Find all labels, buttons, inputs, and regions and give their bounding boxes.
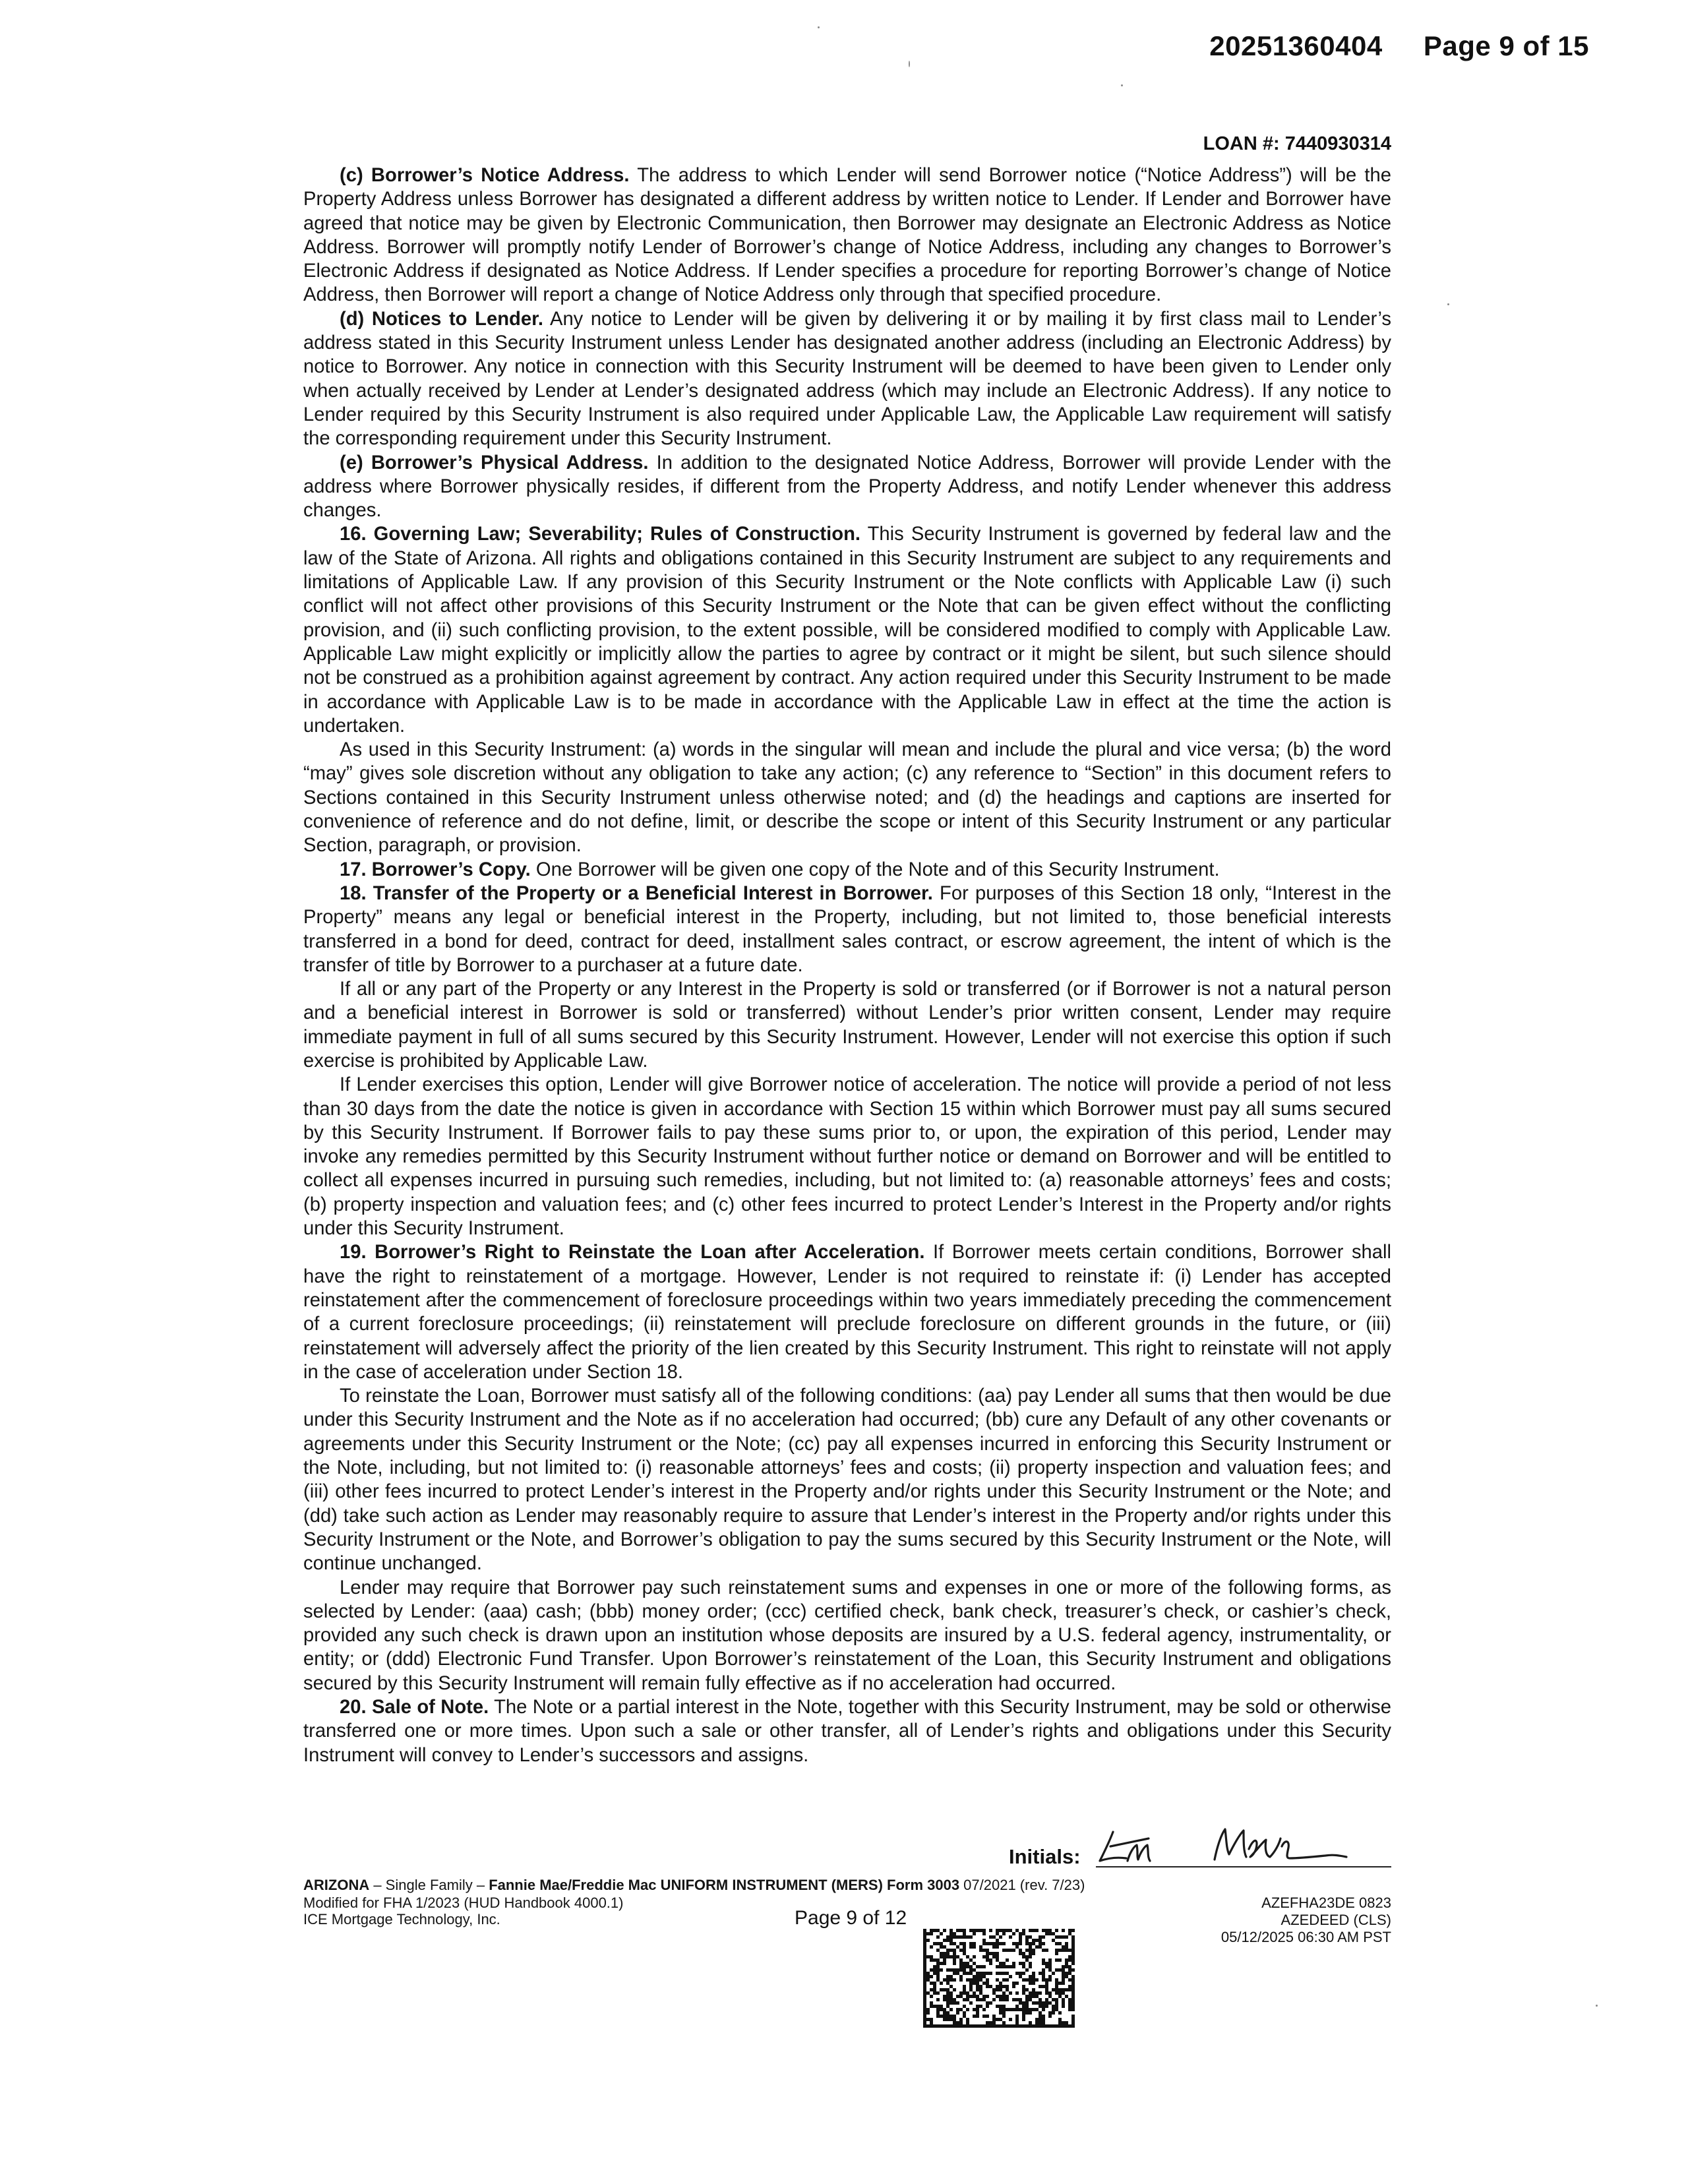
paragraph-text: Lender may require that Borrower pay such reinstatement sums and expenses in one or more of the following forms, as selected by Lender: (aaa) cash; (bbb) money order; (ccc) certified check, bank check, treasurer’s check, or cashier’s check, provided any such check is drawn upon an institution whose deposits are insured by a U.S. federal agency, instrumentality, or entity; or (ddd) Electronic Fund Transfer. Upon Borrower’s reinstatement of the Loan, this Security Instrument and obligations secured by this Security Instrument will remain fully effective as if no acceleration had occurred.: [303, 1577, 1391, 1694]
initials-label: Initials:: [1009, 1845, 1081, 1868]
paragraph-transfer-consent: [303, 977, 1391, 1073]
paragraph-sale-of-note: [303, 1695, 1391, 1767]
form-modified: Modified for FHA 1/2023 (HUD Handbook 4000.1): [303, 1895, 624, 1911]
paragraph-construction-rules: [303, 738, 1391, 857]
scan-speck: [1596, 2005, 1598, 2007]
form-title: [303, 1877, 1391, 1894]
paragraph-text: If Lender exercises this option, Lender will give Borrower notice of acceleration. The notice will provide a period of not less than 30 days from the date the notice is given in accordance with Section 15 within which Borrower must pay all sums secured by this Security Instrument. If Borrower fails to pay these sums prior to, or upon, the expiration of this period, Lender may invoke any remedies permitted by this Security Instrument without further notice or demand on Borrower and will be entitled to collect all expenses incurred in pursuing such remedies, including, but not limited to: (a) reasonable attorneys’ fees and costs; (b) property inspection and valuation fees; and (c) other fees incurred to protect Lender’s Interest in the Property and/or rights under this Security Instrument.: [303, 1074, 1391, 1240]
scan-speck: [1447, 303, 1449, 305]
paragraph-acceleration-notice: [303, 1073, 1391, 1240]
paragraph-text: If all or any part of the Property or any Interest in the Property is sold or transferred (or if Borrower is not a natural person and a beneficial interest in Borrower is sold or transferred) without Lender’s prior written consent, Lender may require immediate payment in full of all sums secured by this Security Instrument. However, Lender will not exercise this option if such exercise is prohibited by Applicable Law.: [303, 979, 1391, 1072]
recording-number: 20251360404: [1209, 30, 1383, 61]
document-body: [303, 164, 1391, 1767]
paragraph-notice-address: [303, 164, 1391, 307]
2d-barcode: [923, 1929, 1075, 2028]
paragraph-text: Any notice to Lender will be given by delivering it or by mailing it by first class mail to Lender’s address stated in this Security Instrument unless Lender has designated another address (including an Electronic Address) by notice to Borrower. Any notice in connection with this Security Instrument will be deemed to have been given to Lender only when actually received by Lender at Lender’s designated address (which may include an Electronic Address). If any notice to Lender required by this Security Instrument is also required under Applicable Law, the Applicable Law requirement will satisfy the corresponding requirement under this Security Instrument.: [303, 308, 1392, 450]
form-codes: [1128, 1895, 1391, 1946]
paragraph-heading: 20. Sale of Note.: [340, 1697, 489, 1718]
paragraph-right-to-reinstate: [303, 1240, 1391, 1384]
paragraph-text: As used in this Security Instrument: (a) words in the singular will mean and include the plural and vice versa; (b) the word “may” gives sole discretion without any obligation to take any action; (c) any reference to “Section” in this document refers to Sections contained in this Security Instrument unless otherwise noted; and (d) the headings and captions are inserted for convenience of reference and do not define, limit, or describe the scope or intent of this Security Instrument or any particular Section, paragraph, or provision.: [303, 739, 1391, 857]
paragraph-transfer-of-property: [303, 882, 1391, 977]
paragraph-reinstate-conditions: [303, 1384, 1391, 1575]
paragraph-notices-to-lender: [303, 307, 1391, 451]
form-state: ARIZONA: [303, 1877, 370, 1893]
paragraph-text: One Borrower will be given one copy of the Note and of this Security Instrument.: [530, 859, 1220, 880]
loan-number: LOAN #: 7440930314: [1203, 133, 1391, 154]
paragraph-borrowers-copy: [303, 858, 1391, 882]
paragraph-text: If Borrower meets certain conditions, Borrower shall have the right to reinstatement of a mortgage. However, Lender is not required to reinstate if: (i) Lender has accepted reinstatement after the commencement of foreclosure proceedings within two years immediately preceding the commencement of a current foreclosure proceedings; (ii) reinstatement will preclude foreclosure on different grounds in the future, or (iii) reinstatement will adversely affect the priority of the lien created by this Security Instrument. This right to reinstate will not apply in the case of acceleration under Section 18.: [303, 1242, 1391, 1383]
paragraph-heading: (e) Borrower’s Physical Address.: [340, 452, 649, 473]
paragraph-text: To reinstate the Loan, Borrower must satisfy all of the following conditions: (aa) pay Lender all sums that then would be due under this Security Instrument and the Note as if no acceleration had occurred; (bb) cure any Default of any other covenants or agreements under this Security Instrument or the Note; (cc) pay all expenses incurred in enforcing this Security Instrument or the Note, including, but not limited to: (i) reasonable attorneys’ fees and costs; (ii) property inspection and valuation fees; and (iii) other fees incurred to protect Lender’s interest in the Property and/or rights under this Security Instrument or the Note; and (dd) take such action as Lender may reasonably require to assure that Lender’s interest in the Property and/or rights under this Security Instrument or the Note, and Borrower’s obligation to pay the sums secured by this Security Instrument or the Note, will continue unchanged.: [303, 1385, 1391, 1575]
form-timestamp: 05/12/2025 06:30 AM PST: [1221, 1929, 1391, 1945]
paragraph-heading: 18. Transfer of the Property or a Beneficial Interest in Borrower.: [340, 882, 933, 904]
initials-block: [1009, 1827, 1391, 1873]
scan-speck: [909, 61, 910, 67]
paragraph-text: In addition to the designated Notice Address, Borrower will provide Lender with the address where Borrower physically resides, if different from the Property Address, and notify Lender whenever this address changes.: [303, 452, 1391, 522]
form-type: – Single Family –: [369, 1877, 489, 1893]
paragraph-text: The address to which Lender will send Borrower notice (“Notice Address”) will be the Property Address unless Borrower has designated a different address by written notice to Lender. If Lender and Borrower have agreed that notice may be given by Electronic Communication, then Borrower may designate an Electronic Address as Notice Address. Borrower will promptly notify Lender of Borrower’s change of Notice Address, including any changes to Borrower’s Electronic Address if designated as Notice Address. If Lender specifies a procedure for reporting Borrower’s change of Notice Address, then Borrower will report a change of Notice Address only through that specified procedure.: [303, 165, 1391, 306]
form-page-number: Page 9 of 12: [795, 1907, 907, 1929]
recording-page-label: Page 9 of 15: [1423, 30, 1589, 61]
form-code-1: AZEFHA23DE 0823: [1261, 1895, 1391, 1911]
paragraph-heading: 17. Borrower’s Copy.: [340, 859, 531, 880]
paragraph-reinstate-payment-forms: [303, 1576, 1391, 1695]
recording-header: [1209, 30, 1589, 62]
paragraph-text: This Security Instrument is governed by federal law and the law of the State of Arizona. All rights and obligations contained in this Security Instrument are subject to any requirements and limitations of Applicable Law. If any provision of this Security Instrument or the Note conflicts with Applicable Law (i) such conflict will not affect other provisions of this Security Instrument or the Note that can be given effect without the conflicting provision, and (ii) such conflicting provision, to the extent possible, will be considered modified to comply with Applicable Law. Applicable Law might explicitly or implicitly allow the parties to agree by contract or it might be silent, but such silence should not be construed as a prohibition against agreement by contract. Any action required under this Security Instrument to be made in accordance with Applicable Law is to be made in accordance with the Applicable Law in effect at the time the action is undertaken.: [303, 524, 1391, 737]
scan-speck: [818, 26, 820, 28]
form-company: ICE Mortgage Technology, Inc.: [303, 1911, 500, 1927]
form-name: Fannie Mae/Freddie Mac UNIFORM INSTRUMENT (MERS) Form 3003: [489, 1877, 960, 1893]
paragraph-text: The Note or a partial interest in the Note, together with this Security Instrument, may be sold or otherwise transferred one or more times. Upon such a sale or other transfer, all of Lender’s rights and obligations under this Security Instrument will convey to Lender’s successors and assigns.: [303, 1697, 1391, 1766]
form-date: 07/2021 (rev. 7/23): [959, 1877, 1085, 1893]
form-code-2: AZEDEED (CLS): [1281, 1912, 1391, 1928]
handwritten-initials-signature: [1088, 1820, 1391, 1873]
paragraph-heading: (d) Notices to Lender.: [340, 308, 543, 330]
paragraph-heading: 16. Governing Law; Severability; Rules of Construction.: [340, 524, 861, 545]
paragraph-governing-law: [303, 522, 1391, 738]
paragraph-heading: 19. Borrower’s Right to Reinstate the Loan after Acceleration.: [340, 1242, 925, 1263]
paragraph-text: For purposes of this Section 18 only, “Interest in the Property” means any legal or beneficial interest in the Property, including, but not limited to, those beneficial interests transferred in a bond for deed, contract for deed, installment sales contract, or escrow agreement, the intent of which is the transfer of title by Borrower to a purchaser at a future date.: [303, 882, 1391, 976]
paragraph-heading: (c) Borrower’s Notice Address.: [340, 165, 630, 186]
scan-speck: [1121, 84, 1123, 86]
paragraph-physical-address: [303, 451, 1391, 523]
